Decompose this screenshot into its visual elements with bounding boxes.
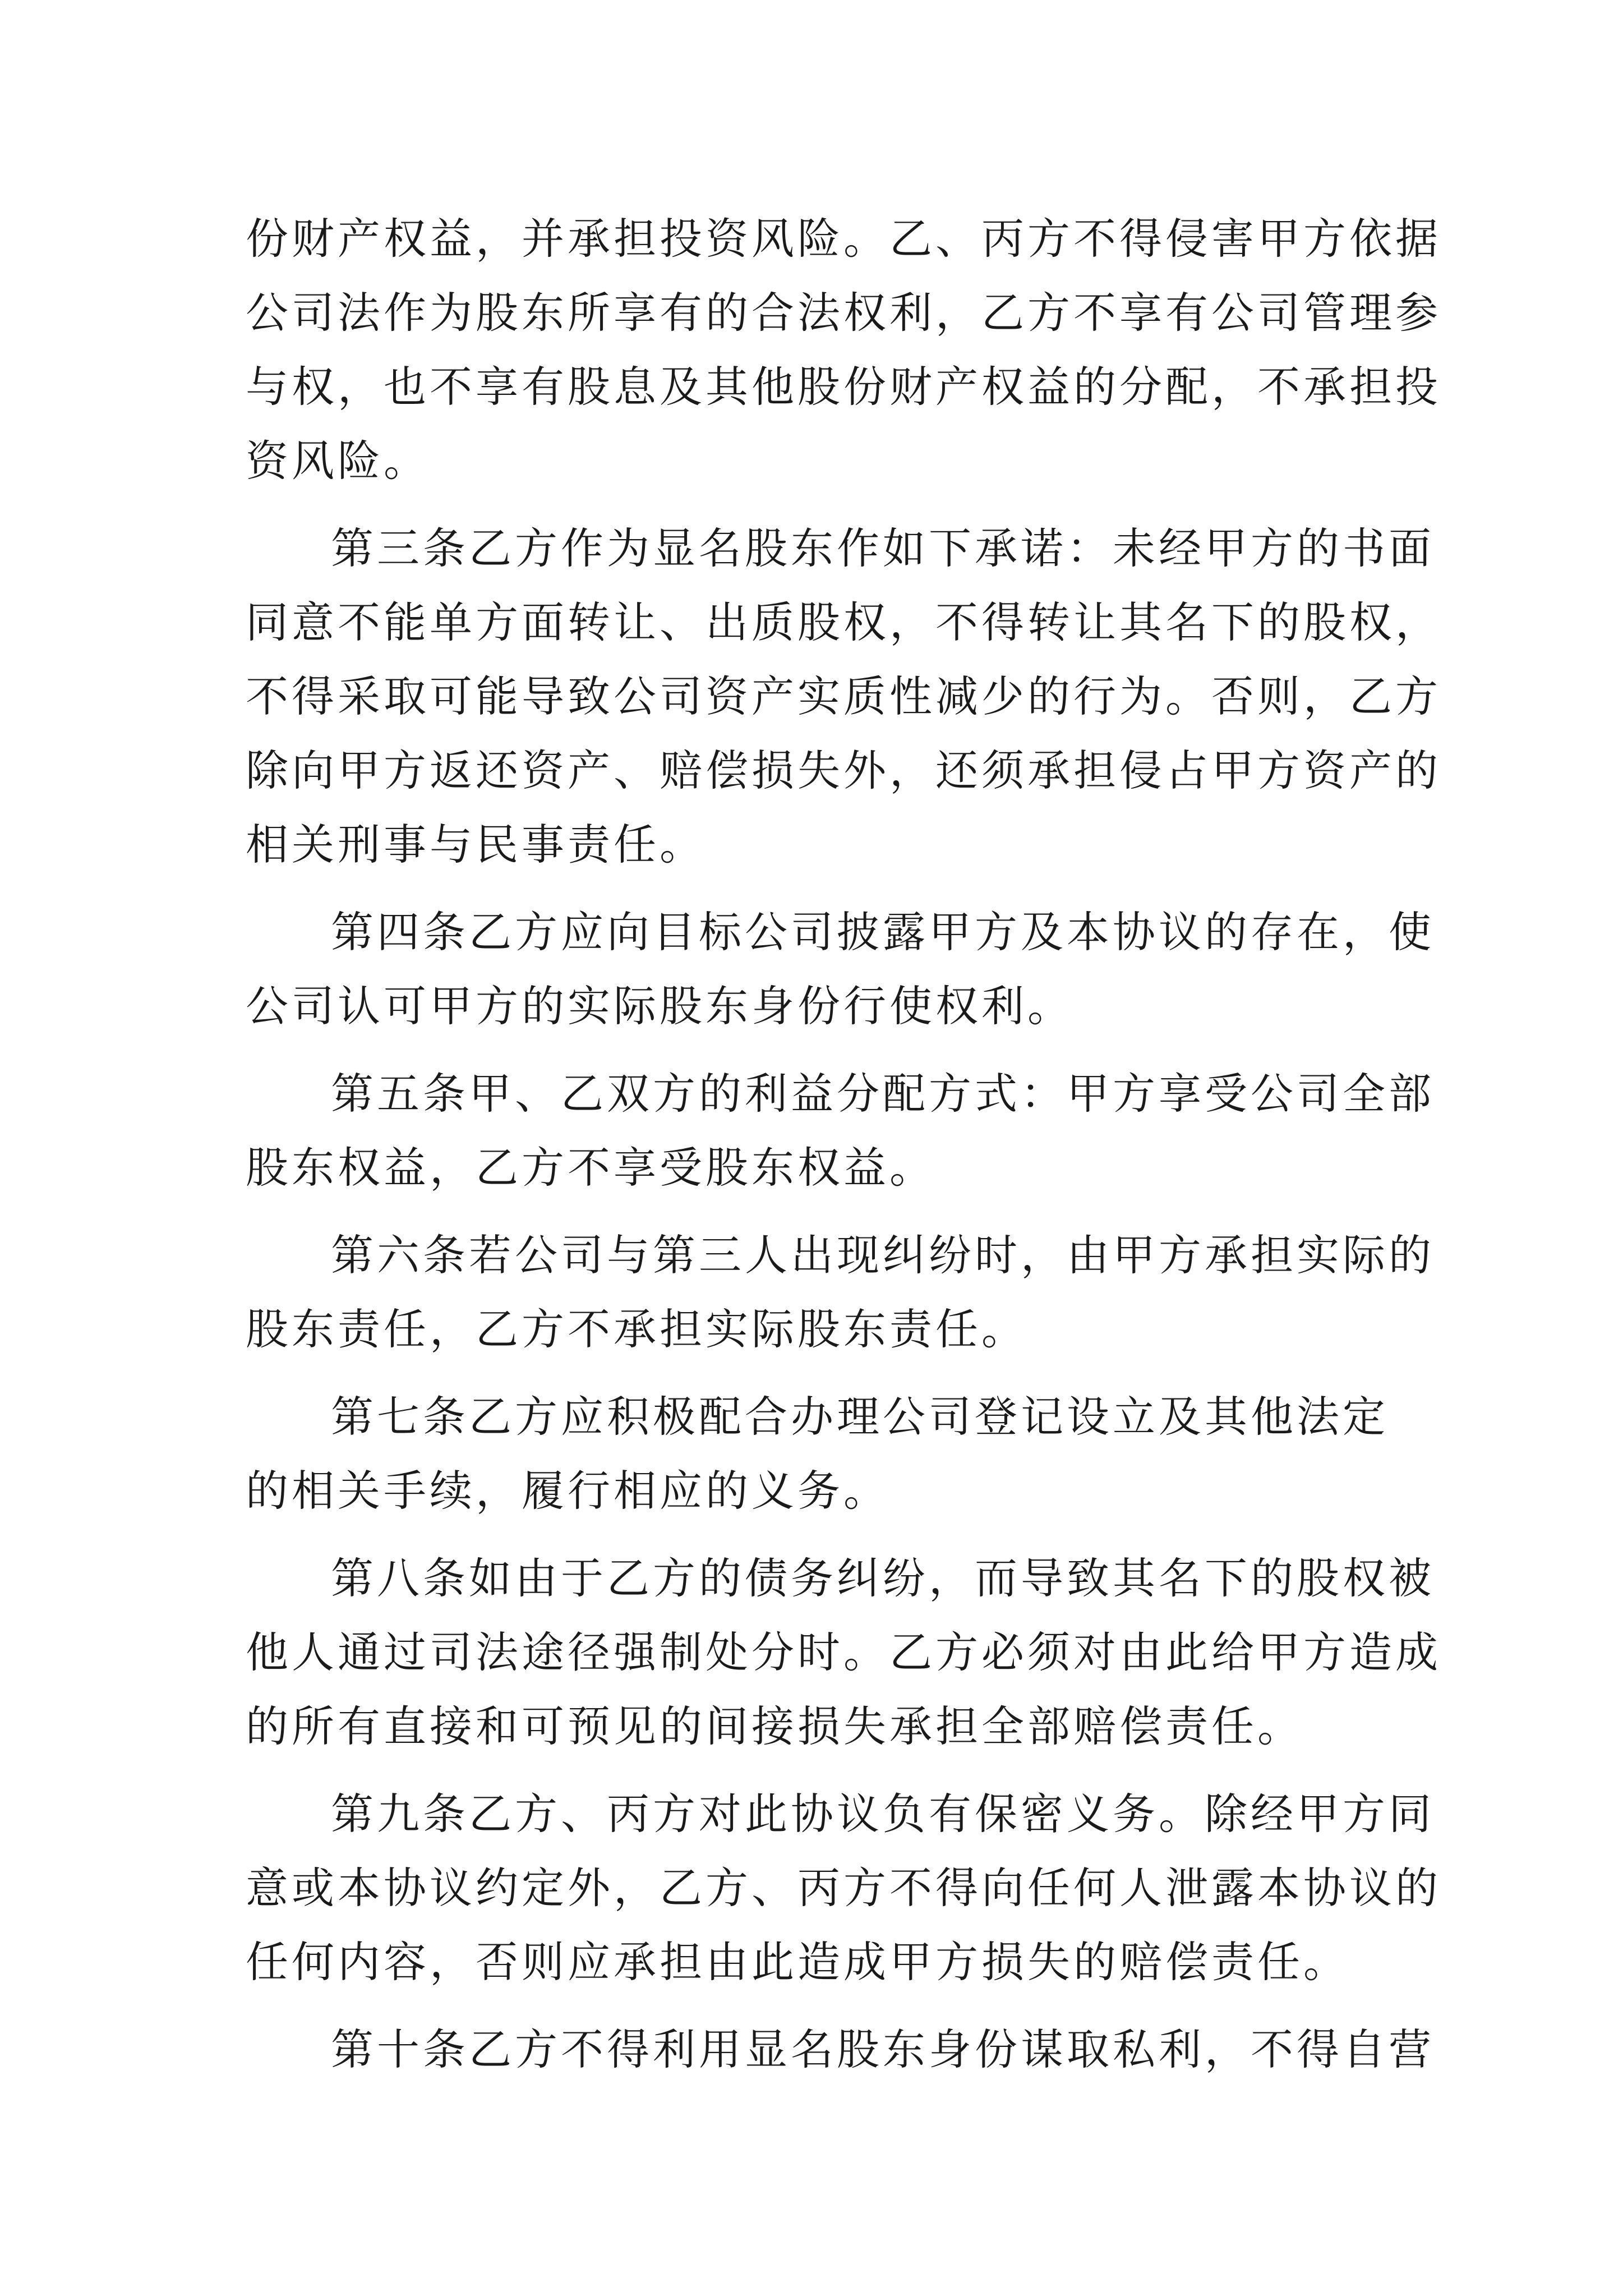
text-line: 公司法作为股东所享有的合法权利，乙方不享有公司管理参 (246, 288, 1441, 338)
text-line: 与权，也不享有股息及其他股份财产权益的分配，不承担投 (246, 362, 1441, 412)
text-line: 不得采取可能导致公司资产实质性减少的行为。否则，乙方 (246, 671, 1441, 721)
clause-7-start: 第七条乙方应积极配合办理公司登记设立及其他法定 (331, 1392, 1389, 1442)
text-line: 意或本协议约定外，乙方、丙方不得向任何人泄露本协议的 (246, 1863, 1441, 1913)
text-line: 股东责任，乙方不承担实际股东责任。 (246, 1304, 1027, 1354)
clause-5-start: 第五条甲、乙双方的利益分配方式：甲方享受公司全部 (331, 1069, 1435, 1119)
text-line: 任何内容，否则应承担由此造成甲方损失的赔偿责任。 (246, 1937, 1349, 1987)
clause-4-start: 第四条乙方应向目标公司披露甲方及本协议的存在，使 (331, 907, 1435, 957)
text-line: 股东权益，乙方不享受股东权益。 (246, 1143, 935, 1193)
clause-3-start: 第三条乙方作为显名股东作如下承诺：未经甲方的书面 (331, 523, 1435, 573)
document-body (246, 202, 1441, 2087)
text-line: 份财产权益，并承担投资风险。乙、丙方不得侵害甲方依据 (246, 214, 1441, 264)
clause-6-start: 第六条若公司与第三人出现纠纷时，由甲方承担实际的 (331, 1230, 1435, 1280)
text-line: 的所有直接和可预见的间接损失承担全部赔偿责任。 (246, 1701, 1303, 1751)
text-line: 除向甲方返还资产、赔偿损失外，还须承担侵占甲方资产的 (246, 746, 1441, 795)
text-line: 他人通过司法途径强制处分时。乙方必须对由此给甲方造成 (246, 1627, 1441, 1677)
text-line: 相关刑事与民事责任。 (246, 820, 706, 869)
clause-9-start: 第九条乙方、丙方对此协议负有保密义务。除经甲方同 (331, 1789, 1435, 1839)
text-line: 公司认可甲方的实际股东身份行使权利。 (246, 981, 1073, 1031)
text-line: 同意不能单方面转让、出质股权，不得转让其名下的股权， (246, 597, 1441, 647)
text-line: 资风险。 (246, 436, 430, 486)
text-line: 的相关手续，履行相应的义务。 (246, 1466, 889, 1516)
clause-10-start: 第十条乙方不得利用显名股东身份谋取私利，不得自营 (331, 2024, 1435, 2074)
clause-8-start: 第八条如由于乙方的债务纠纷，而导致其名下的股权被 (331, 1553, 1435, 1603)
